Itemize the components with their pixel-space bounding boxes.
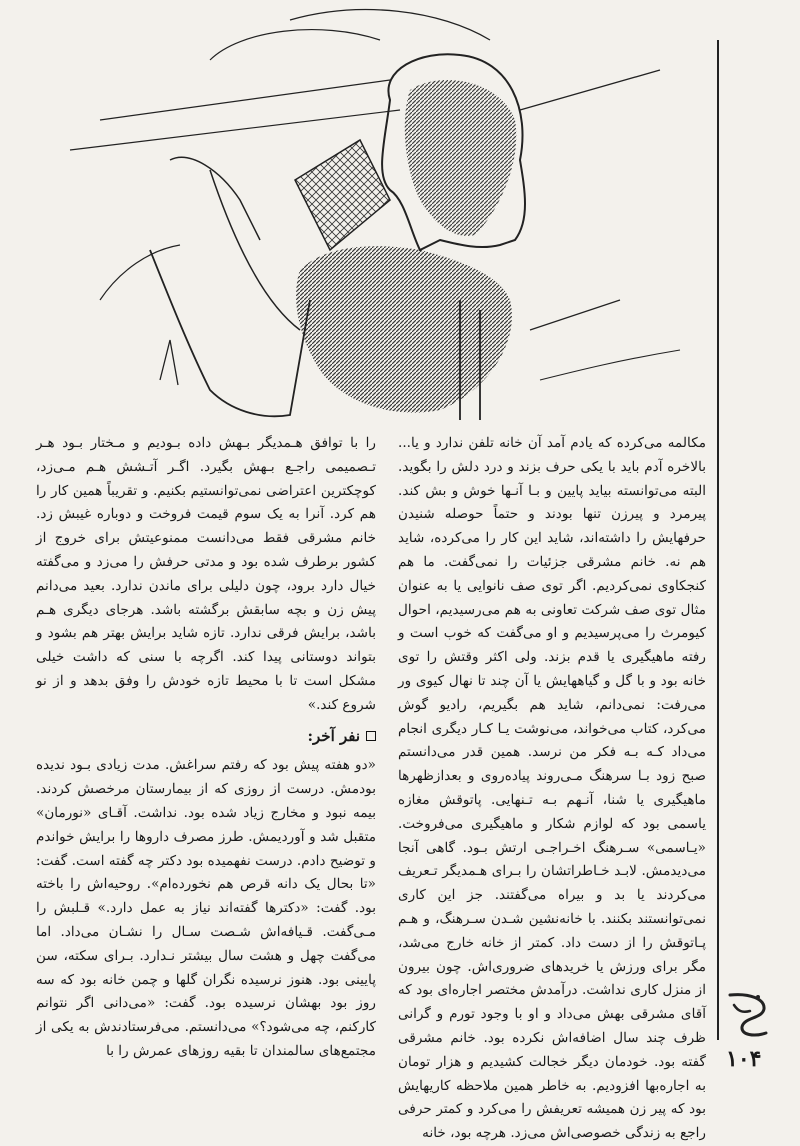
left-text-column xyxy=(36,432,376,1064)
section-heading xyxy=(36,725,376,749)
ink-sketch-illustration xyxy=(60,0,700,440)
kerman-calligraphy-logo xyxy=(720,985,776,1041)
left-column-paragraph-after-heading: «دو هفته پیش بود که رفتم سراغش. مدت زیادی بـود ندیده بودمش. درست از روزی که از بیمارستان مرخصش کردند. بیمه نبود و مخارج زیاد شده بود. نداشت. آقـای «نورمان» متقبل شد و آوردیمش. طرز مصرف داروها را برایش خواندم و توضیح دادم. درست نفهمیده بود دکتر چه گفته است. گفت: «تا بحال یک دانه قرص هم نخورده‌ام». روحیه‌اش را باخته بود. گفت: «دکترها گفته‌اند نیاز به عمل دارد.» قـلبش را مـی‌گفت. قـیافه‌اش شـصت سـال را نشـان می‌داد. اما می‌گفت چهل و هشت سال بیشتر نـدارد. بـرای سکته، سن پایینی بود. هنوز نرسیده نگران گلها و چمن خانه بود که سه روز بود بهشان نرسیده بود. گفت: «می‌دانی اگر نتوانم کارکنم، چه می‌شود؟» می‌دانستم. می‌فرستادندش به یکی از مجتمع‌های سالمندان تا بقیه روزهای عمرش را با xyxy=(36,757,376,1059)
left-column-paragraph: را با توافق هـمدیگر بـهش داده بـودیم و مـختار بـود هـر تـصمیمی راجـع بـهش بگیرد. اگـر آتـشش هـم مـی‌زد، کوچکترین اعتراضی نمی‌توانستیم بکنیم. و تقریباً همین کار را هم کرد. آنرا به یک سوم قیمت فروخت و دوباره غیبش زد. خانم مشرقی فقط می‌دانست ممنوعیتش برای خروج از کشور برطرف شده بود و مدتی حرفش را می‌زد و می‌گفته خیال دارد برود، چون دلیلی برای ماندن ندارد. بعید می‌دانم پیش زن و بچه سابقش برگشته باشد. هرجای دیگری هـم باشد، برایش فرقی ندارد. تازه شاید برایش بهتر هم بشود و بتواند دوستانی پیدا کند. اگرچه با سنی که داشت خیلی مشکل است تا با محیط تازه خودش را وفق بدهد و از نو شروع کند.» xyxy=(36,435,376,713)
right-text-column xyxy=(398,432,706,1146)
section-heading-text: نفر آخر: xyxy=(307,726,360,745)
column-rule xyxy=(717,40,719,1040)
right-column-paragraph: مکالمه می‌کرده که یادم آمد آن خانه تلفن ندارد و یا... بالاخره آدم باید با یکی حرف بزند و درد دلش را بگوید. البته می‌توانسته بیاید پایین و بـا آنـها خوش و بش کند. پیرمرد و پیرزن تنها بودند و حتماً حوصله شنیدن حرفهایش را داشته‌اند، شاید این کار را می‌کرده، شاید هم نه. خانم مشرقی جزئیات را نمی‌گفت. ما هم کنجکاوی نمی‌کردیم. اگر توی صف نانوایی یا به عنوان مثال توی صف شرکت تعاونی به هم می‌رسیدیم، احوال کیومرث را می‌پرسیدیم و او می‌گفت که خوب است و رفته ماهیگیری یا قدم بزند. ولی اکثر وقتش را توی خانه بود و با گل و گیاههایش یا آن چند تا نهال کیوی ور می‌رفت: نمی‌دانم، شاید هم بگیریم، رادیو گوش می‌کرد، کتاب می‌خواند، می‌نوشت یـا کـار دیگری انجام می‌داد کـه بـه فکر من نرسد. همین قدر می‌دانستم صبح زود بـا سرهنگ مـی‌روند پیاده‌روی و بعدازظهرها ماهیگیری یا شنا، آنـهم بـه تـنهایی. پاتوقش مغازه یاسمی بود که لوازم شکار و ماهیگیری می‌فروخت. «یـاسمی» سـرهنگ اخـراجـی ارتش بـود. گاهی آنجا می‌دیدمش. لابـد خـاطراتشان را بـرای هـمدیگر تـعریف می‌کردند یا بد و بیراه می‌گفتند. جز این کاری نمی‌توانستند بکنند. با خانه‌نشین شـدن سـرهنگ، و هـم پـاتوقش را از دست داد. کمتر از خانه خارج می‌شد، مگر برای ورزش یا خریدهای ضروری‌اش. چون بیرون از منزل کاری نداشت. درآمدش مختصر اجاره‌ای بود که آقای مشرقی بهش می‌داد و او با وجود تورم و گرانی ظرف چند سال اضافه‌اش نکرده بود. خانم مشرقی گفته بود. خودمان دیگر خجالت کشیدیم و هزار تومان به اجاره‌بها افزودیم. به خاطر همین ملاحظه کاریهایش بود که پیر زن همیشه تعریفش را می‌کرد و کمتر حرفی راجع به زندگی خصوصی‌اش می‌زد. هرچه بود، خانه xyxy=(398,435,706,1142)
square-bullet-icon xyxy=(366,731,376,741)
page-number: ۱۰۴ xyxy=(726,1046,762,1072)
